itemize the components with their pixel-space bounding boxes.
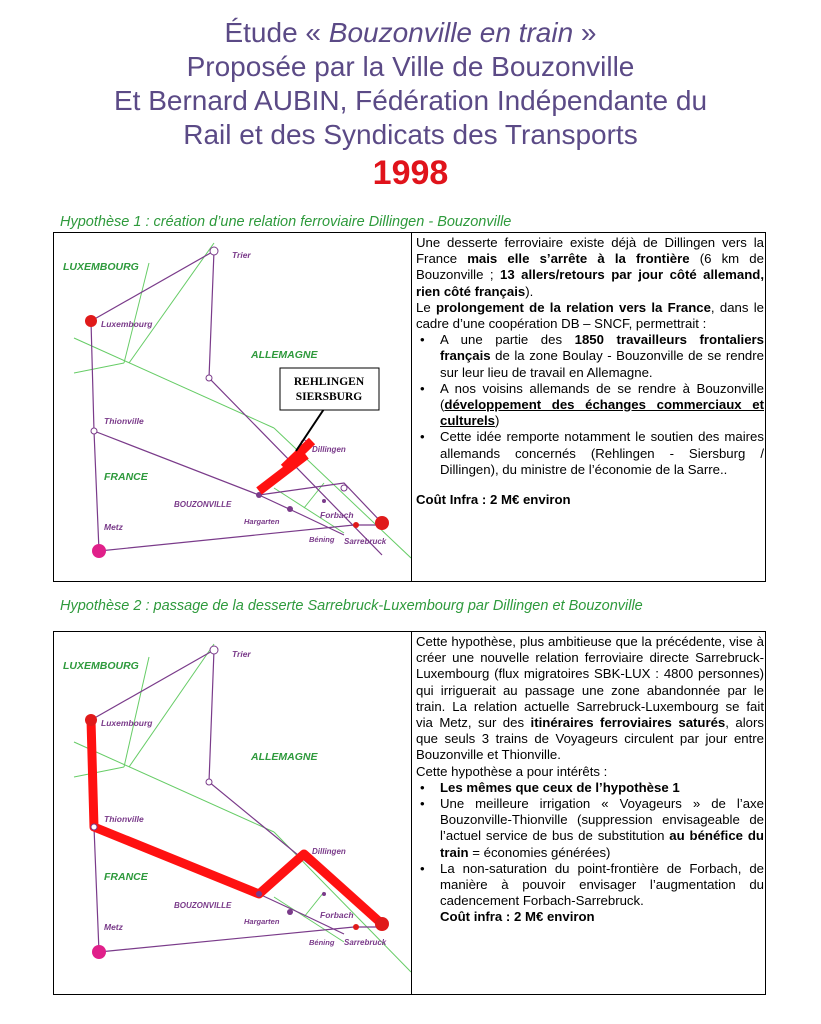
label-metz: Metz (104, 922, 123, 932)
title-italic: Bouzonville en train (328, 17, 574, 48)
label-luxembourg-city: Luxembourg (101, 319, 153, 329)
label-forbach: Forbach (320, 910, 354, 920)
hyp2-paragraph-2: Cette hypothèse a pour intérêts : (416, 763, 608, 779)
hypothesis-1-map (54, 233, 412, 581)
callout-box (280, 368, 379, 410)
label-bouzonville: BOUZONVILLE (174, 901, 232, 910)
callout-line-2: SIERSBURG (295, 391, 363, 403)
hyp1-paragraph-1: Une desserte ferroviaire existe déjà de Dillingen vers la France mais elle s’arrête à la frontière (6 km de Bouzonville ; 13 allers/retours par jour côté allemand, rien côté français). (416, 235, 764, 299)
label-trier: Trier (232, 250, 251, 260)
hyp1-cost: Coût Infra : 2 M€ environ (416, 492, 571, 508)
title-line-4: Rail et des Syndicats des Transports (183, 119, 638, 150)
list-item: • Une meilleure irrigation « Voyageurs » de l’axe Bouzonville-Thionville (suppression envisageable de l’actuel service de bus de substitution au bénéfice du train = économies générées) (416, 796, 764, 861)
hyp2-paragraph-1: Cette hypothèse, plus ambitieuse que la précédente, vise à créer une nouvelle relation ferroviaire directe Sarrebruck-Luxembourg (flux migratoires SBK-LUX : 4800 personnes) qui irriguerait au passage une zone abandonnée par le train. La relation actuelle Sarrebruck-Luxembourg se fait via Metz, sur des itinéraires ferroviaires saturés, alors que seuls 3 trains de Voyageurs circulent par jour entre Bouzonville et Thionville. (416, 634, 764, 763)
hypothesis-2-heading: Hypothèse 2 : passage de la desserte Sarrebruck-Luxembourg par Dillingen et Bouzonville (60, 598, 643, 614)
label-beuning: Béning (309, 938, 335, 947)
callout-line-1: REHLINGEN (293, 376, 365, 388)
label-allemagne-country: ALLEMAGNE (251, 349, 318, 361)
list-item: • A une partie des 1850 travailleurs frontaliers français de la zone Boulay - Bouzonville de se rendre sur leur lieu de travail en Allemagne. (416, 332, 764, 381)
label-france-country: FRANCE (104, 471, 148, 483)
hypothesis-2-box (53, 631, 766, 995)
title-year: 1998 (372, 154, 449, 192)
label-bouzonville: BOUZONVILLE (174, 500, 232, 509)
label-luxembourg-city: Luxembourg (101, 718, 153, 728)
hypothesis-2-text (416, 634, 764, 926)
label-sarrebruck: Sarrebruck (344, 938, 387, 947)
label-thionville: Thionville (104, 814, 144, 824)
label-sarrebruck: Sarrebruck (344, 537, 387, 546)
label-dillingen: Dillingen (312, 445, 346, 454)
map-2-borders (74, 644, 411, 972)
label-dillingen: Dillingen (312, 847, 346, 856)
label-trier: Trier (232, 649, 251, 659)
page-title (0, 16, 821, 194)
list-item: • Cette idée remporte notamment le soutien des maires allemands concernés (Rehlingen - Siersburg / Dillingen), du ministre de l’économie de la Sarre.. (416, 429, 764, 478)
label-allemagne-country: ALLEMAGNE (251, 751, 318, 763)
hyp2-cost: Coût infra : 2 M€ environ (440, 909, 595, 925)
hyp1-paragraph-2: Le prolongement de la relation vers la France, dans le cadre d’une coopération DB – SNCF, permettrait : (416, 299, 764, 332)
label-beuning: Béning (309, 535, 335, 544)
label-luxembourg-country: LUXEMBOURG (63, 261, 139, 273)
list-item: • La non-saturation du point-frontière de Forbach, de manière à pouvoir envisager l’augmentation du cadencement Forbach-Sarrebruck. Coût infra : 2 M€ environ (416, 861, 764, 926)
label-thionville: Thionville (104, 416, 144, 426)
map-1-svg (54, 233, 411, 581)
hyp1-bullets (416, 332, 764, 478)
title-line-3: Et Bernard AUBIN, Fédération Indépendante du (113, 85, 708, 116)
map-2-svg (54, 632, 411, 994)
hypothesis-1-heading: Hypothèse 1 : création d’une relation ferroviaire Dillingen - Bouzonville (60, 214, 512, 230)
label-forbach: Forbach (320, 510, 354, 520)
list-item: • A nos voisins allemands de se rendre à Bouzonville (développement des échanges commerciaux et culturels) (416, 381, 764, 430)
label-france-country: FRANCE (104, 871, 148, 883)
hyp2-bullets (416, 780, 764, 926)
label-metz: Metz (104, 522, 123, 532)
hypothesis-2-map (54, 632, 412, 994)
map-1-new-link (259, 455, 306, 491)
label-hargarten: Hargarten (244, 917, 280, 926)
title-line-1: Étude « Bouzonville en train » (224, 17, 597, 48)
list-item: • Les mêmes que ceux de l’hypothèse 1 (416, 780, 764, 796)
label-hargarten: Hargarten (244, 517, 280, 526)
map-2-rail-lines (91, 650, 382, 952)
hypothesis-1-box (53, 232, 766, 582)
hypothesis-1-text (416, 235, 764, 508)
label-luxembourg-country: LUXEMBOURG (63, 660, 139, 672)
title-line-2: Proposée par la Ville de Bouzonville (186, 51, 635, 82)
